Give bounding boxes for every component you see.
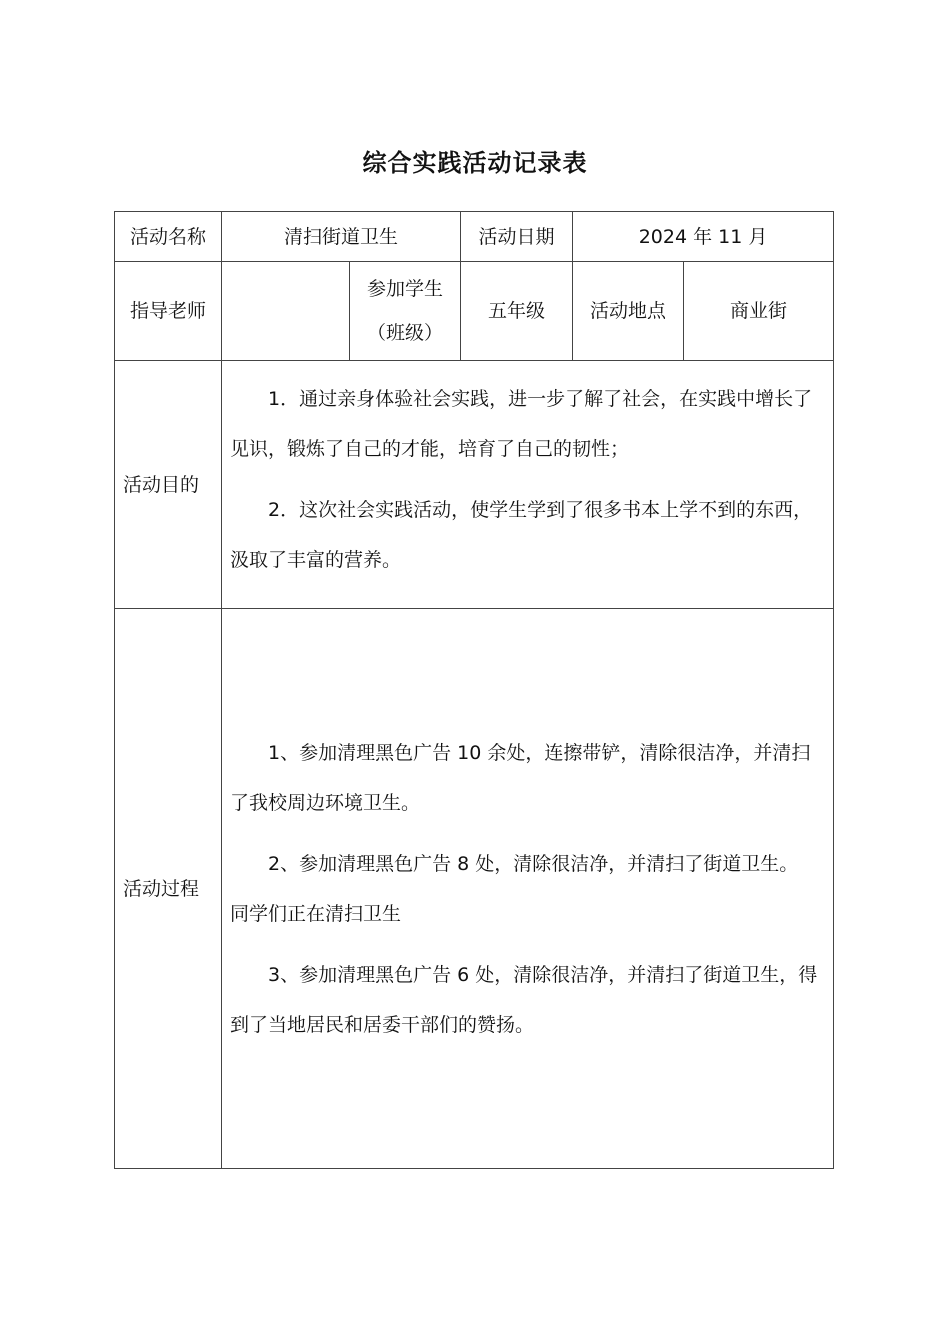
- record-table: [114, 211, 834, 1169]
- teacher-value: [222, 262, 350, 361]
- location-value: 商业街: [684, 262, 834, 361]
- process-item: 3、参加清理黑色广告 6 处，清除很洁净，并清扫了街道卫生，得到了当地居民和居委干部们的赞扬。: [230, 963, 818, 1036]
- table-row-purpose: [115, 361, 834, 609]
- purpose-content: [222, 361, 834, 609]
- page-title: 综合实践活动记录表: [362, 149, 588, 177]
- activity-date-label: 活动日期: [461, 212, 573, 262]
- process-caption: 同学们正在清扫卫生: [230, 902, 402, 925]
- location-label: 活动地点: [573, 262, 684, 361]
- table-row-teacher-students: [115, 262, 834, 361]
- process-content: [222, 609, 834, 1169]
- activity-name-label: 活动名称: [115, 212, 222, 262]
- teacher-label: 指导老师: [115, 262, 222, 361]
- process-item: 2、参加清理黑色广告 8 处，清除很洁净，并清扫了街道卫生。: [268, 852, 799, 875]
- students-label-line2: （班级）: [367, 322, 444, 344]
- process-label: 活动过程: [115, 609, 222, 1169]
- activity-date-value: 2024 年 11 月: [573, 212, 834, 262]
- students-value: 五年级: [461, 262, 573, 361]
- students-label: [350, 262, 461, 361]
- purpose-label: 活动目的: [115, 361, 222, 609]
- purpose-item: 1．通过亲身体验社会实践，进一步了解了社会，在实践中增长了见识，锻炼了自己的才能，培育了自己的韧性；: [230, 387, 813, 460]
- students-label-line1: 参加学生: [367, 278, 444, 300]
- table-row-name-date: [115, 212, 834, 262]
- table-row-process: [115, 609, 834, 1169]
- purpose-item: 2．这次社会实践活动，使学生学到了很多书本上学不到的东西，汲取了丰富的营养。: [230, 498, 813, 571]
- process-item: 1、参加清理黑色广告 10 余处，连擦带铲，清除很洁净，并清扫了我校周边环境卫生。: [230, 741, 811, 814]
- activity-name-value: 清扫街道卫生: [222, 212, 461, 262]
